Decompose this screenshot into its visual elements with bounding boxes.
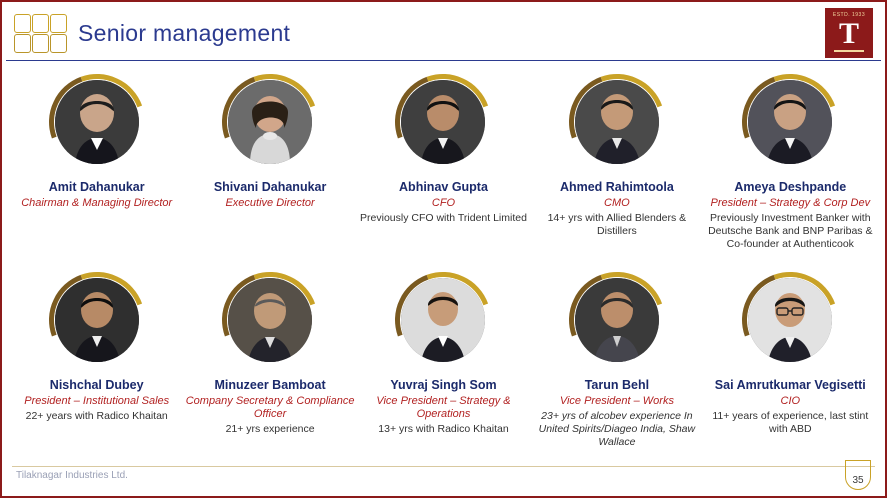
- person-card: [12, 262, 181, 460]
- person-card: [185, 64, 354, 262]
- person-card: [706, 262, 875, 460]
- person-role: Chairman & Managing Director: [21, 197, 173, 209]
- page-title: Senior management: [78, 19, 291, 46]
- person-card: [12, 64, 181, 262]
- avatar-photo: [575, 80, 659, 164]
- person-description: 11+ years of experience, last stint with ABD: [712, 410, 869, 435]
- avatar: [395, 74, 491, 170]
- person-card: [359, 64, 528, 262]
- person-role: CMO: [604, 197, 630, 209]
- person-name: Yuvraj Singh Som: [390, 378, 497, 392]
- person-role: Vice President – Works: [559, 395, 674, 407]
- person-name: Nishchal Dubey: [49, 378, 144, 392]
- person-description: 22+ years with Radico Khaitan: [25, 410, 168, 422]
- person-card: [532, 64, 701, 262]
- avatar: [222, 272, 318, 368]
- logo-underline: [834, 50, 864, 52]
- person-description: Previously Investment Banker with Deutsche Bank and BNP Paribas & Co-founder at Authenticook: [708, 212, 873, 250]
- person-card: [532, 262, 701, 460]
- person-name: Minuzeer Bamboat: [214, 378, 326, 392]
- page-number-badge: 35: [845, 460, 871, 490]
- person-name: Sai Amrutkumar Vegisetti: [714, 378, 866, 392]
- logo-letter: T: [838, 17, 859, 50]
- person-name: Shivani Dahanukar: [213, 180, 327, 194]
- person-role: Vice President – Strategy & Operations: [376, 395, 511, 420]
- avatar-photo: [401, 278, 485, 362]
- person-name: Ameya Deshpande: [734, 180, 847, 194]
- avatar-photo: [575, 278, 659, 362]
- avatar: [395, 272, 491, 368]
- person-description: 21+ yrs experience: [225, 423, 315, 435]
- people-grid: [12, 64, 875, 460]
- avatar: [49, 74, 145, 170]
- logo-established-text: ESTD. 1933: [832, 12, 866, 18]
- footer-company: Tilaknagar Industries Ltd.: [16, 470, 128, 481]
- person-role: CIO: [780, 395, 801, 407]
- avatar: [569, 74, 665, 170]
- hexagon-logo-icon: [12, 11, 68, 55]
- person-card: [185, 262, 354, 460]
- person-name: Ahmed Rahimtoola: [559, 180, 674, 194]
- person-role: CFO: [431, 197, 456, 209]
- avatar-photo: [55, 80, 139, 164]
- person-role: Company Secretary & Compliance Officer: [185, 395, 355, 420]
- avatar: [742, 272, 838, 368]
- footer-bar: [2, 490, 885, 496]
- avatar-photo: [55, 278, 139, 362]
- avatar-photo: [401, 80, 485, 164]
- person-role: President – Strategy & Corp Dev: [710, 197, 871, 209]
- person-description: 13+ yrs with Radico Khaitan: [378, 423, 509, 435]
- person-name: Abhinav Gupta: [399, 180, 488, 194]
- avatar-photo: [228, 80, 312, 164]
- avatar-photo: [748, 80, 832, 164]
- footer-divider: [12, 466, 875, 467]
- slide-header: [6, 6, 881, 61]
- avatar: [49, 272, 145, 368]
- avatar: [742, 74, 838, 170]
- person-name: Tarun Behl: [584, 378, 650, 392]
- avatar: [569, 272, 665, 368]
- person-description: Previously CFO with Trident Limited: [360, 212, 527, 224]
- person-role: Executive Director: [225, 197, 315, 209]
- person-role: President – Institutional Sales: [24, 395, 170, 407]
- person-card: [359, 262, 528, 460]
- slide-footer: [2, 464, 885, 496]
- person-description: 23+ yrs of alcobev experience In United Spirits/Diageo India, Shaw Wallace: [538, 410, 696, 448]
- avatar-photo: [228, 278, 312, 362]
- person-card: [706, 64, 875, 262]
- person-description: 14+ yrs with Allied Blenders & Distillers: [547, 212, 687, 237]
- avatar: [222, 74, 318, 170]
- company-logo: [825, 8, 873, 58]
- avatar-photo: [748, 278, 832, 362]
- person-name: Amit Dahanukar: [48, 180, 145, 194]
